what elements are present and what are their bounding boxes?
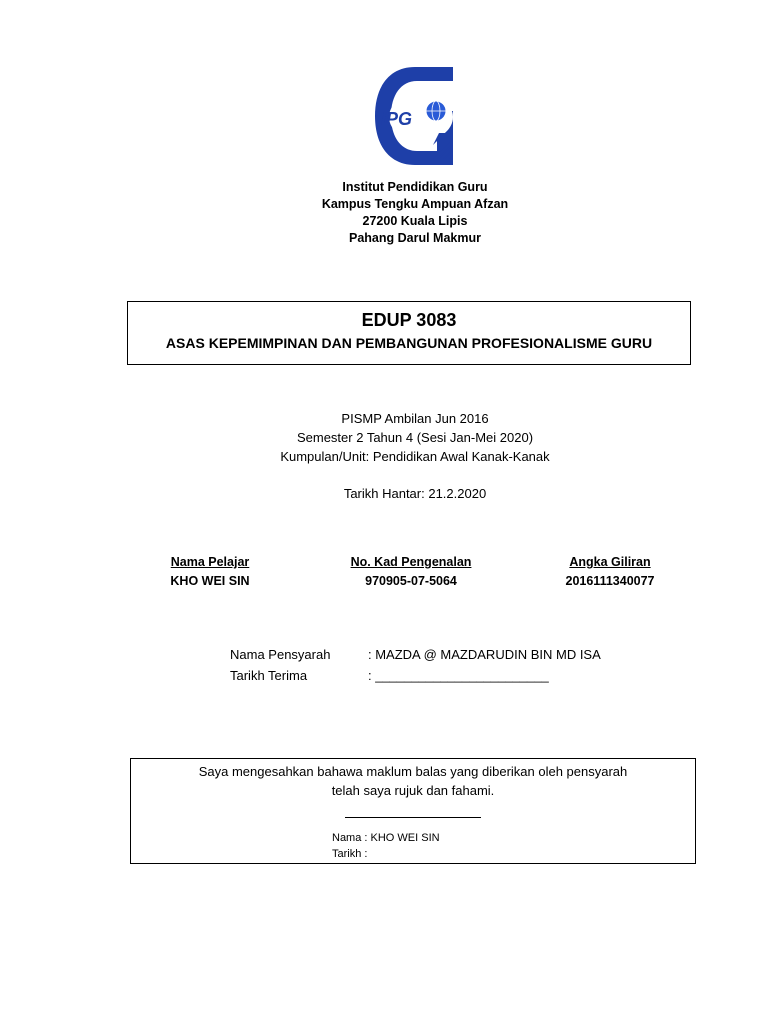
submit-date: Tarikh Hantar: 21.2.2020 bbox=[343, 486, 487, 501]
signature-date: Tarikh : bbox=[332, 848, 368, 860]
svg-text:IPG: IPG bbox=[381, 109, 413, 129]
institute-campus: Kampus Tengku Ampuan Afzan bbox=[321, 197, 509, 211]
student-name-value: KHO WEI SIN bbox=[170, 574, 250, 588]
course-name: ASAS KEPEMIMPINAN DAN PEMBANGUNAN PROFESIONALISME GURU bbox=[165, 335, 653, 351]
ic-number-label: No. Kad Pengenalan bbox=[350, 555, 472, 569]
lecturer-name-label: Nama Pensyarah bbox=[230, 647, 331, 662]
confirmation-text bbox=[131, 762, 695, 800]
program-semester: Semester 2 Tahun 4 (Sesi Jan-Mei 2020) bbox=[296, 430, 534, 445]
student-name-label: Nama Pelajar bbox=[170, 555, 250, 569]
confirmation-box bbox=[130, 758, 696, 864]
received-date-value: : ________________________ bbox=[368, 668, 549, 683]
ic-number-value: 970905-07-5064 bbox=[365, 574, 457, 588]
institute-name: Institut Pendidikan Guru bbox=[342, 180, 488, 194]
lecturer-name-value: : MAZDA @ MAZDARUDIN BIN MD ISA bbox=[368, 647, 601, 662]
course-code: EDUP 3083 bbox=[361, 310, 457, 330]
ipg-logo bbox=[375, 67, 455, 165]
index-number-label: Angka Giliran bbox=[569, 555, 651, 569]
confirmation-line-1: Saya mengesahkan bahawa maklum balas yang diberikan oleh pensyarah bbox=[198, 764, 628, 779]
program-intake: PISMP Ambilan Jun 2016 bbox=[341, 411, 489, 426]
program-unit: Kumpulan/Unit: Pendidikan Awal Kanak-Kanak bbox=[280, 449, 550, 464]
institute-state: Pahang Darul Makmur bbox=[349, 231, 481, 245]
confirmation-line-2: telah saya rujuk dan fahami. bbox=[331, 783, 495, 798]
signature-name: Nama : KHO WEI SIN bbox=[332, 832, 440, 844]
course-title-box bbox=[127, 301, 691, 365]
institute-postcode: 27200 Kuala Lipis bbox=[362, 214, 468, 228]
signature-line bbox=[345, 817, 481, 818]
index-number-value: 2016111340077 bbox=[565, 574, 655, 588]
received-date-label: Tarikh Terima bbox=[230, 668, 308, 683]
